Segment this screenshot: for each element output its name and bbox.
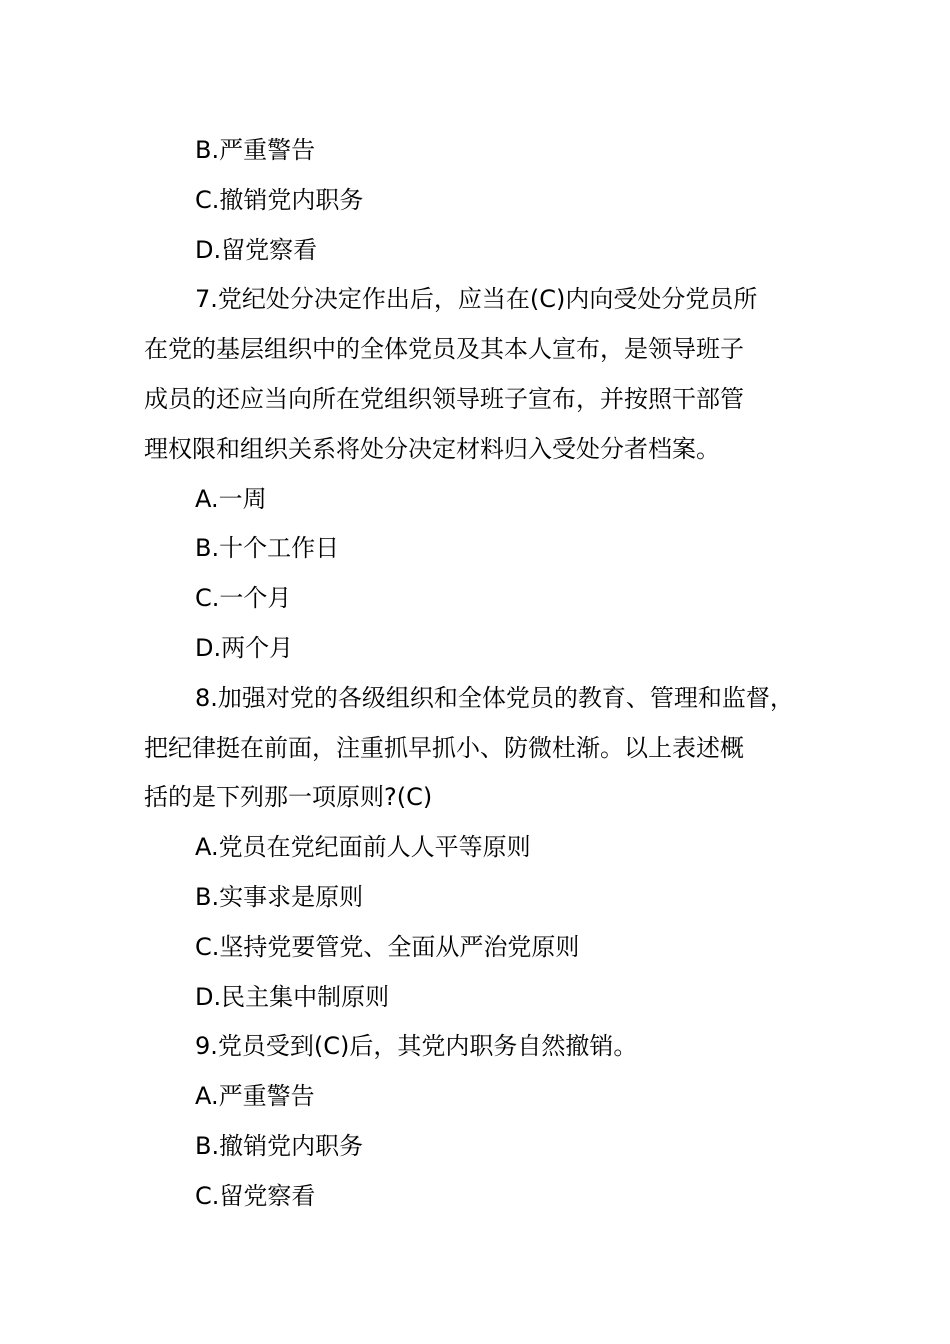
text-line: A.一周 xyxy=(195,484,267,513)
text-line: B.十个工作日 xyxy=(195,534,340,563)
text-line: C.一个月 xyxy=(195,584,292,613)
text-line: D.两个月 xyxy=(195,633,294,662)
text-line: B.撤销党内职务 xyxy=(195,1131,364,1160)
text-line: B.严重警告 xyxy=(195,136,316,164)
text-line: D.民主集中制原则 xyxy=(195,982,390,1011)
text-line: 把纪律挺在前面，注重抓早抓小、防微杜渐。以上表述概 xyxy=(144,733,744,762)
text-line: 在党的基层组织中的全体党员及其本人宣布，是领导班子 xyxy=(144,335,744,364)
text-line: D.留党察看 xyxy=(195,235,318,264)
document-body xyxy=(144,126,834,1222)
text-line: C.坚持党要管党、全面从严治党原则 xyxy=(195,932,580,961)
text-line: A.党员在党纪面前人人平等原则 xyxy=(195,833,531,862)
text-line: 8.加强对党的各级组织和全体党员的教育、管理和监督， xyxy=(195,683,794,712)
text-line: C.留党察看 xyxy=(195,1181,316,1210)
text-line: A.严重警告 xyxy=(195,1082,315,1111)
text-line: 括的是下列那一项原则?(C) xyxy=(144,783,433,812)
text-line: C.撤销党内职务 xyxy=(195,185,364,214)
text-line: 成员的还应当向所在党组织领导班子宣布，并按照干部管 xyxy=(144,384,744,413)
text-line: 7.党纪处分决定作出后，应当在(C)内向受处分党员所 xyxy=(195,285,758,314)
text-line: B.实事求是原则 xyxy=(195,882,364,911)
text-line: 9.党员受到(C)后，其党内职务自然撤销。 xyxy=(195,1032,638,1061)
text-line: 理权限和组织关系将处分决定材料归入受处分者档案。 xyxy=(144,434,720,463)
